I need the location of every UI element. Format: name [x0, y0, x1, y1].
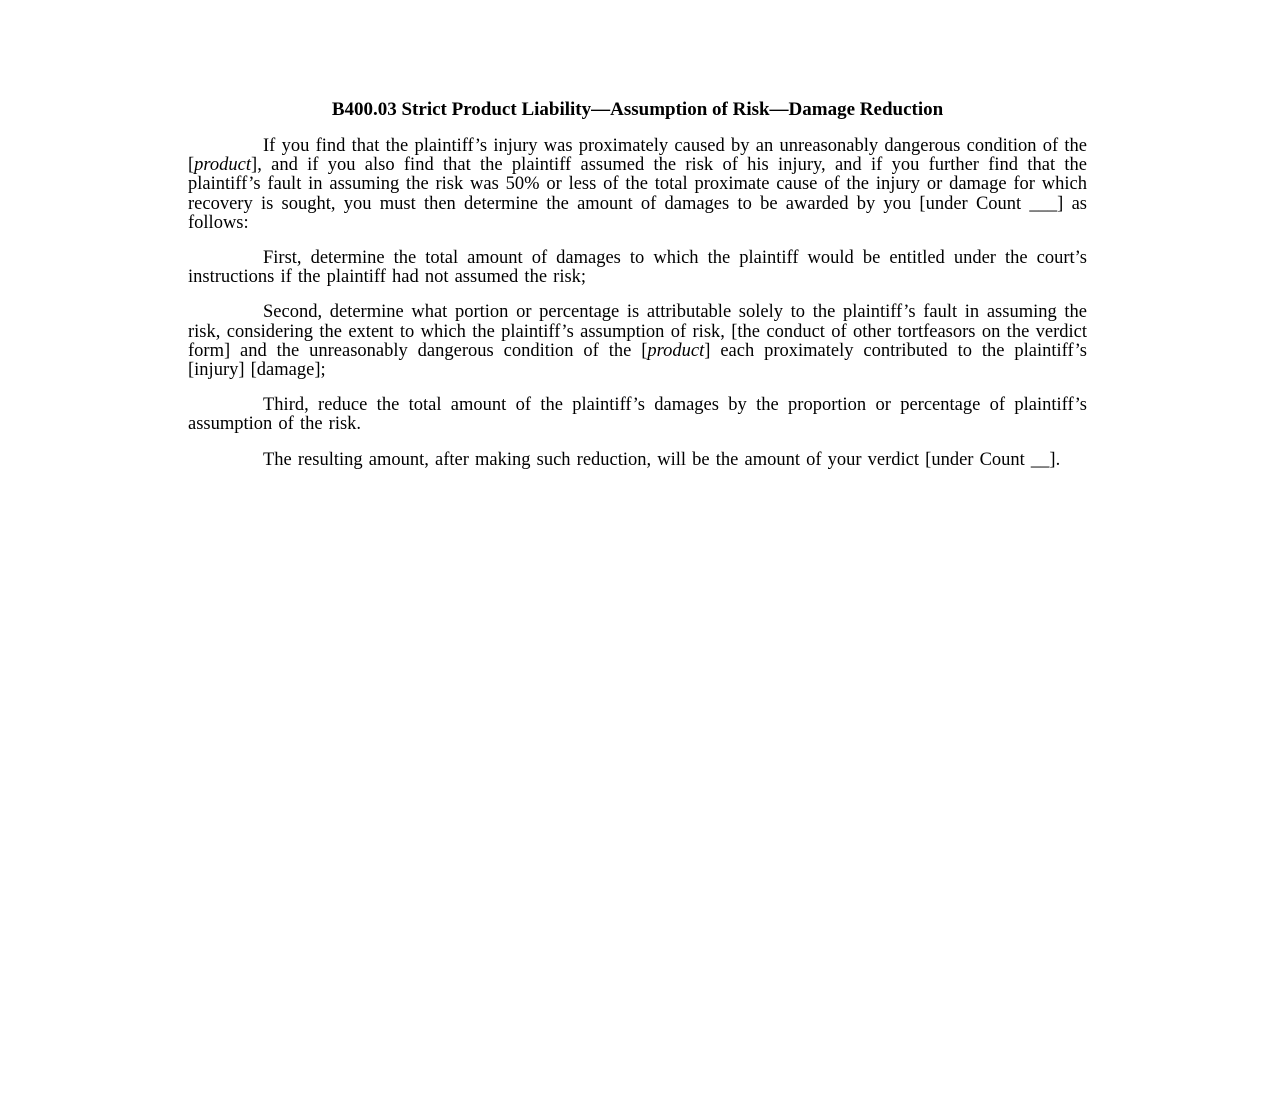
- paragraph-3-text-a: Second, determine what portion or percentage is attributable solely to the plaintiff’s fault in assuming the risk, considering the extent to which the plaintiff’s assumption of risk, [the conduct of other tortfeasors on the verdict form] and the unreasonably dangerous condition of the [: [188, 302, 1087, 361]
- document-title: B400.03 Strict Product Liability—Assumption of Risk—Damage Reduction: [331, 99, 944, 120]
- paragraph-4: Third, reduce the total amount of the plaintiff’s damages by the proportion or percentage of plaintiff’s assumption of the risk.: [188, 395, 1087, 435]
- paragraph-2: First, determine the total amount of damages to which the plaintiff would be entitled under the court’s instructions if the plaintiff had not assumed the risk;: [188, 248, 1087, 288]
- document-page: [188, 98, 1087, 486]
- paragraph-3-italic-product: product: [647, 340, 705, 361]
- paragraph-1: [188, 137, 1087, 233]
- paragraph-5: The resulting amount, after making such reduction, will be the amount of your verdict [under Count __].: [263, 449, 1061, 470]
- paragraph-3-text-b: ] each proximately contributed to the plaintiff’s [injury] [damage];: [188, 340, 1087, 381]
- paragraph-1-italic-product: product: [194, 155, 252, 176]
- paragraph-1-text-b: ], and if you also find that the plaintiff assumed the risk of his injury, and if you further find that the plaintiff’s fault in assuming the risk was 50% or less of the total proximate cause of the injury or damage for which recovery is sought, you must then determine the amount of damages to be awarded by you [under Count ___] as follows:: [188, 155, 1087, 233]
- paragraph-3: [188, 303, 1087, 380]
- paragraph-1-text-a: If you find that the plaintiff’s injury was proximately caused by an unreasonably dangerous condition of the [: [188, 136, 1087, 176]
